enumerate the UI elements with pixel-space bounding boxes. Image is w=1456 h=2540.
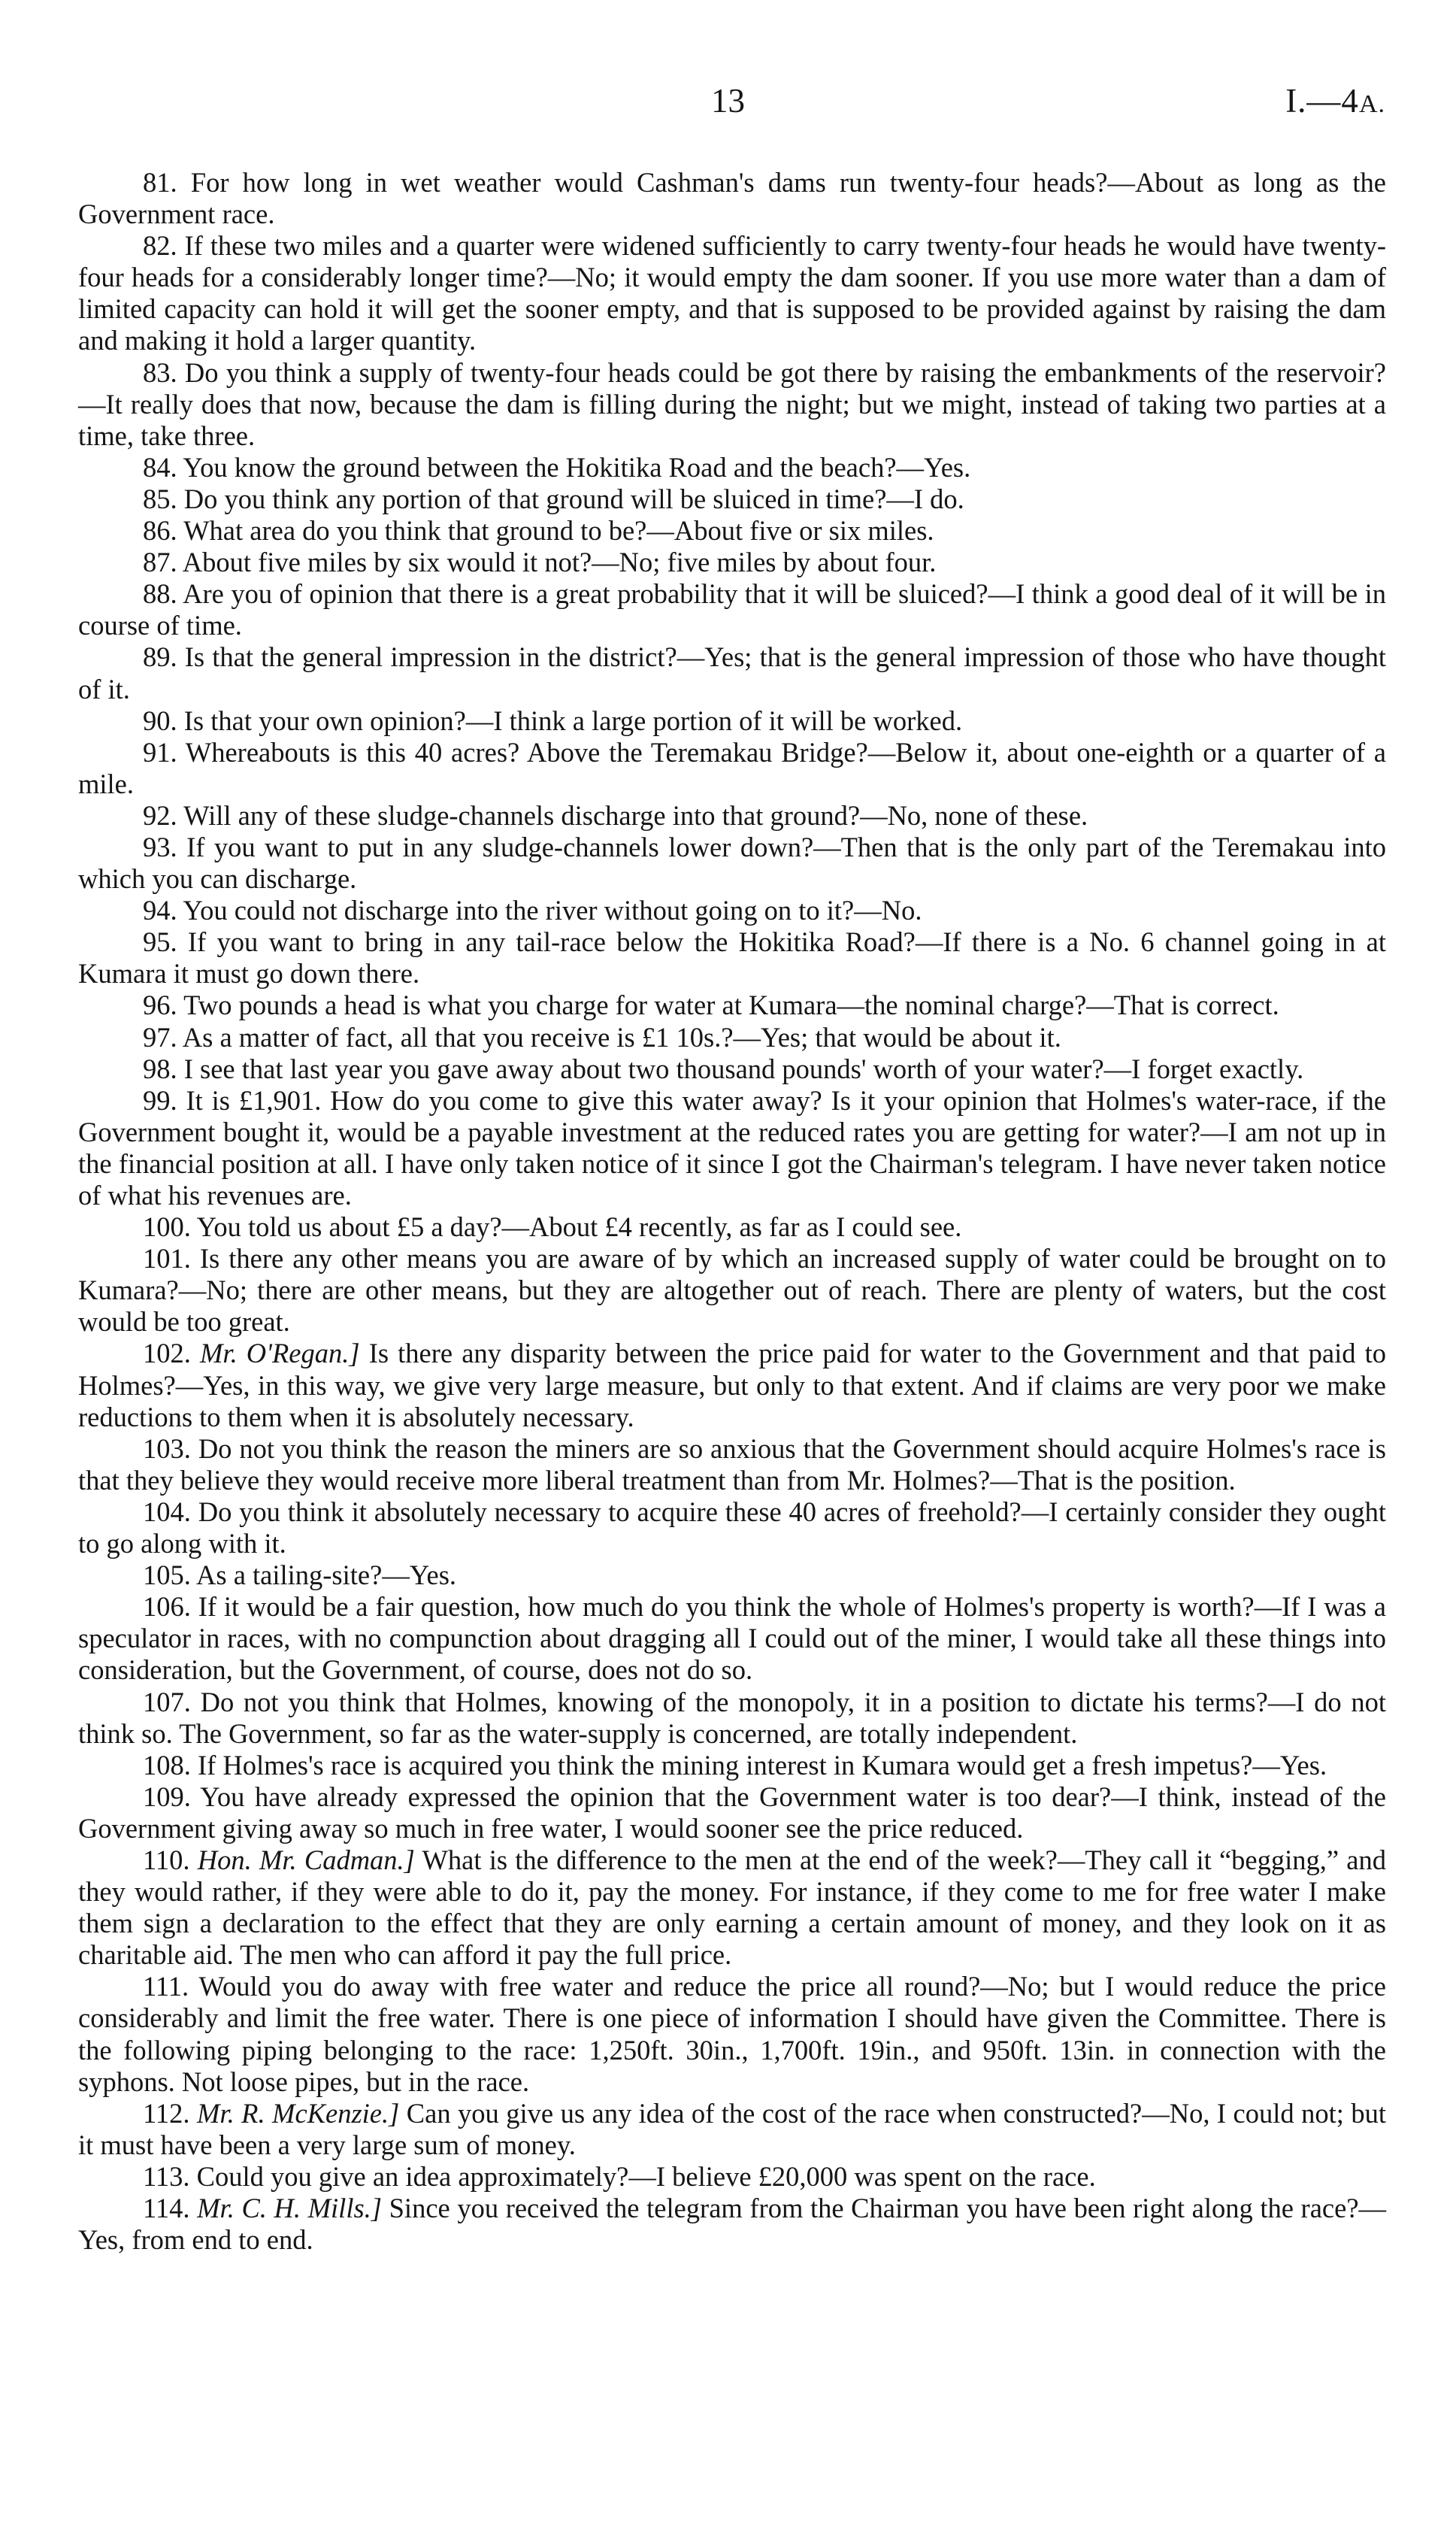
question-number: 100. (143, 1211, 191, 1243)
evidence-paragraph (78, 1750, 1386, 1781)
question-answer-text: Do you think any portion of that ground will be sluiced in time?—I do. (183, 483, 964, 514)
question-answer-text: Would you do away with free water and reduce the price all round?—No; but I would reduce the price considerably and limit the free water. There is one piece of information I should have given the Committee. There is the following piping belonging to the race: 1,250ft. 30in., 1,700ft. 19in., and 950ft. 13in. in connection with the syphons. Not loose pipes, but in the race. (78, 1971, 1386, 2097)
question-number: 87. (143, 547, 177, 578)
evidence-paragraph (78, 1338, 1386, 1432)
question-answer-text: You have already expressed the opinion that the Government water is too dear?—I think, instead of the Government giving away so much in free water, I would sooner see the price reduced. (78, 1781, 1386, 1844)
evidence-paragraph (78, 167, 1386, 230)
question-answer-text: If it would be a fair question, how much do you think the whole of Holmes's property is worth?—If I was a speculator in races, with no compunction about dragging all I could out of the miner, I would take all these things into consideration, but the Government, of course, does not do so. (78, 1591, 1386, 1686)
question-answer-text: Are you of opinion that there is a great probability that it will be sluiced?—I think a good deal of it will be in course of time. (78, 578, 1386, 641)
question-answer-text: Is that the general impression in the district?—Yes; that is the general impression of those who have thought of it. (78, 641, 1386, 705)
question-answer-text: You told us about £5 a day?—About £4 recently, as far as I could see. (196, 1211, 962, 1243)
question-number: 84. (143, 451, 177, 483)
evidence-paragraph (78, 452, 1386, 483)
question-answer-text: As a matter of fact, all that you receive is £1 10s.?—Yes; that would be about it. (182, 1021, 1061, 1053)
evidence-paragraph (78, 1687, 1386, 1750)
evidence-paragraph (78, 926, 1386, 990)
question-number: 101. (143, 1243, 191, 1275)
evidence-paragraph (78, 832, 1386, 895)
question-answer-text: If these two miles and a quarter were widened sufficiently to carry twenty-four heads he would have twenty-four heads for a considerably longer time?—No; it would empty the dam sooner. If you use more water than a dam of limited capacity can hold it will get the sooner empty, and that is supposed to be provided against by raising the dam and making it hold a larger quantity. (78, 230, 1386, 356)
question-answer-text: Two pounds a head is what you charge for water at Kumara—the nominal charge?—That is correct. (183, 990, 1279, 1021)
question-answer-text: What is the difference to the men at the end of the week?—They call it “begging,” and they would rather, if they were able to do it, pay the money. For instance, if they come to me for free water I make them sign a declaration to the effect that they are only earning a certain amount of money, and they look on it as charitable aid. The men who can afford it pay the full price. (78, 1844, 1387, 1971)
evidence-paragraph (78, 578, 1386, 641)
question-number: 85. (143, 483, 177, 514)
question-answer-text: You could not discharge into the river without going on to it?—No. (183, 895, 922, 926)
question-answer-text: You know the ground between the Hokitika Road and the beach?—Yes. (183, 451, 971, 483)
evidence-paragraph (78, 1781, 1386, 1844)
question-number: 107. (143, 1686, 191, 1717)
document-reference-suffix: A. (1358, 90, 1385, 118)
question-number: 90. (143, 705, 177, 736)
question-number: 89. (143, 641, 177, 673)
question-number: 105. (143, 1559, 191, 1591)
question-number: 110. (143, 1844, 190, 1875)
evidence-paragraph (78, 357, 1386, 452)
document-reference (1285, 81, 1385, 120)
speaker-name: Hon. Mr. Cadman.] (197, 1844, 415, 1875)
question-number: 102. (143, 1338, 191, 1369)
evidence-paragraph (78, 483, 1386, 515)
evidence-paragraph (78, 990, 1386, 1021)
question-number: 83. (143, 356, 177, 388)
question-number: 82. (143, 230, 177, 262)
question-number: 109. (143, 1781, 191, 1812)
speaker-name: Mr. R. McKenzie.] (197, 2097, 400, 2129)
question-answer-text: Do you think it absolutely necessary to acquire these 40 acres of freehold?—I certainly consider they ought to go along with it. (78, 1496, 1387, 1559)
question-number: 98. (143, 1053, 177, 1084)
question-number: 92. (143, 799, 177, 831)
question-answer-text: Is there any disparity between the price paid for water to the Government and that paid to Holmes?—Yes, in this way, we give very large measure, but only to that extent. And if claims are very poor we make reductions to them when it is absolutely necessary. (78, 1338, 1387, 1432)
question-answer-text: I see that last year you gave away about two thousand pounds' worth of your water?—I forget exactly. (183, 1053, 1304, 1084)
question-number: 93. (143, 831, 177, 862)
question-answer-text: Do not you think that Holmes, knowing of the monopoly, it in a position to dictate his terms?—I do not think so. The Government, so far as the water-supply is concerned, are totally independent. (78, 1686, 1386, 1749)
question-answer-text: Will any of these sludge-channels discharge into that ground?—No, none of these. (183, 799, 1088, 831)
evidence-body (78, 167, 1386, 2256)
evidence-paragraph (78, 1433, 1386, 1496)
question-number: 112. (143, 2097, 190, 2129)
question-answer-text: What area do you think that ground to be?—About five or six miles. (183, 515, 934, 547)
evidence-paragraph (78, 1022, 1386, 1053)
question-number: 95. (143, 926, 177, 958)
evidence-paragraph (78, 1496, 1386, 1559)
evidence-paragraph (78, 2161, 1386, 2193)
evidence-paragraph (78, 547, 1386, 578)
question-answer-text: Whereabouts is this 40 acres? Above the Teremakau Bridge?—Below it, about one-eighth or a quarter of a mile. (78, 736, 1386, 799)
evidence-paragraph (78, 800, 1386, 832)
evidence-paragraph (78, 1243, 1386, 1338)
evidence-paragraph (78, 737, 1386, 800)
question-number: 114. (143, 2193, 190, 2223)
question-number: 113. (143, 2160, 190, 2192)
evidence-paragraph (78, 230, 1386, 356)
question-answer-text: If you want to put in any sludge-channels lower down?—Then that is the only part of the Teremakau into which you can discharge. (78, 831, 1386, 895)
question-answer-text: As a tailing-site?—Yes. (196, 1559, 457, 1591)
speaker-name: Mr. O'Regan.] (200, 1338, 360, 1369)
question-answer-text: Do you think a supply of twenty-four heads could be got there by raising the embankments of the reservoir?—It really does that now, because the dam is filling during the night; but we might, instead of taking two parties at a time, take three. (78, 356, 1387, 451)
question-number: 104. (143, 1496, 191, 1527)
question-answer-text: Can you give us any idea of the cost of the race when constructed?—No, I could not; but it must have been a very large sum of money. (78, 2097, 1386, 2160)
question-number: 111. (143, 1971, 189, 2002)
question-number: 106. (143, 1591, 191, 1623)
question-answer-text: Could you give an idea approximately?—I believe £20,000 was spent on the race. (196, 2160, 1096, 2192)
question-answer-text: For how long in wet weather would Cashman's dams run twenty-four heads?—About as long as the Government race. (78, 167, 1387, 230)
question-number: 94. (143, 895, 177, 926)
question-number: 108. (143, 1749, 191, 1781)
evidence-paragraph (78, 1591, 1386, 1686)
document-reference-main: I.—4 (1285, 82, 1359, 120)
question-answer-text: About five miles by six would it not?—No; five miles by about four. (182, 547, 937, 578)
question-number: 96. (143, 990, 177, 1021)
question-answer-text: If Holmes's race is acquired you think the mining interest in Kumara would get a fresh impetus?—Yes. (198, 1749, 1327, 1781)
question-number: 91. (143, 736, 177, 768)
question-number: 99. (143, 1084, 177, 1116)
question-answer-text: It is £1,901. How do you come to give this water away? Is it your opinion that Holmes's water-race, if the Government bought it, would be a payable investment at the reduced rates you are getting for water?—I am not up in the financial position at all. I have only taken notice of it since I got the Chairman's telegram. I have never taken notice of what his revenues are. (78, 1084, 1386, 1211)
evidence-paragraph (78, 2098, 1386, 2161)
evidence-paragraph (78, 2193, 1386, 2256)
speaker-name: Mr. C. H. Mills.] (197, 2193, 382, 2223)
page-number: 13 (711, 82, 745, 120)
evidence-paragraph (78, 1211, 1386, 1243)
question-number: 88. (143, 578, 177, 610)
evidence-paragraph (78, 1085, 1386, 1211)
evidence-paragraph (78, 1559, 1386, 1591)
evidence-paragraph (78, 515, 1386, 547)
evidence-paragraph (78, 705, 1386, 737)
evidence-paragraph (78, 1053, 1386, 1085)
question-answer-text: Do not you think the reason the miners are so anxious that the Government should acquire Holmes's race is that they believe they would receive more liberal treatment than from Mr. Holmes?—That is the position. (78, 1432, 1386, 1496)
question-answer-text: If you want to bring in any tail-race below the Hokitika Road?—If there is a No. 6 channel going in at Kumara it must go down there. (78, 926, 1386, 990)
evidence-paragraph (78, 641, 1386, 705)
evidence-paragraph (78, 895, 1386, 926)
question-number: 81. (143, 167, 177, 198)
question-number: 97. (143, 1021, 177, 1053)
page-header (0, 81, 1456, 126)
question-answer-text: Is there any other means you are aware of by which an increased supply of water could be brought on to Kumara?—No; there are other means, but they are altogether out of reach. There are plenty of waters, but the cost would be too great. (78, 1243, 1386, 1338)
evidence-paragraph (78, 1971, 1386, 2097)
question-answer-text: Is that your own opinion?—I think a large portion of it will be worked. (183, 705, 963, 736)
question-number: 86. (143, 515, 177, 547)
evidence-paragraph (78, 1844, 1386, 1971)
question-answer-text: Since you received the telegram from the Chairman you have been right along the race?—Yes, from end to end. (78, 2193, 1387, 2256)
question-number: 103. (143, 1432, 191, 1464)
